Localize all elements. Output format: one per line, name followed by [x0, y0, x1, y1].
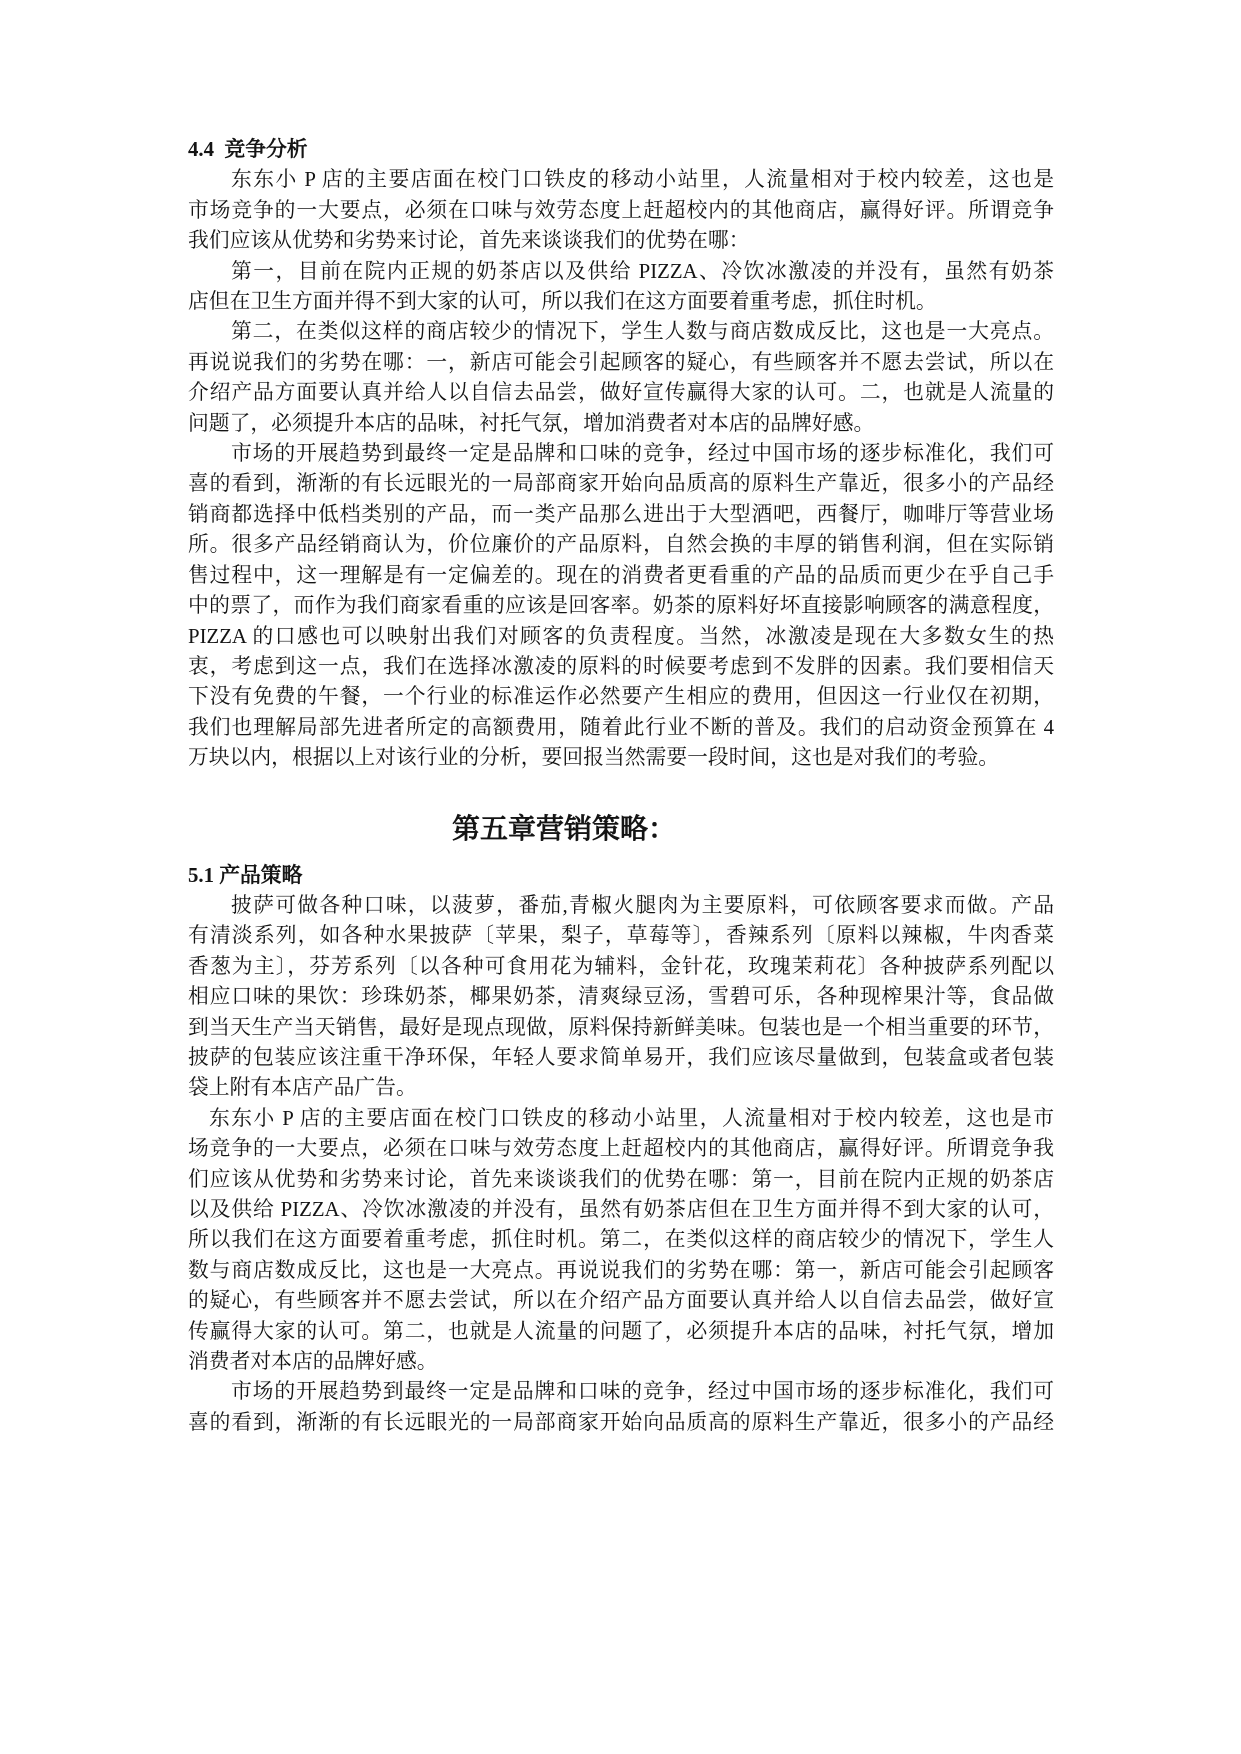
text-line: 相应口味的果饮：珍珠奶茶，椰果奶茶，清爽绿豆汤，雪碧可乐，各种现榨果汁等，食品做: [188, 985, 1054, 1009]
text-line: 第二，在类似这样的商店较少的情况下，学生人数与商店数成反比，这也是一大亮点。: [231, 320, 1054, 344]
text-line: 衷，考虑到这一点，我们在选择冰激凌的原料的时候要考虑到不发胖的因素。我们要相信天: [188, 654, 1054, 678]
text-line: 介绍产品方面要认真并给人以自信去品尝，做好宣传赢得大家的认可。二，也就是人流量的: [188, 381, 1054, 405]
text-line: 东东小 P 店的主要店面在校门口铁皮的移动小站里，人流量相对于校内较差，这也是: [231, 168, 1054, 192]
paragraph: [188, 1104, 1054, 1378]
text-line: PIZZA 的口感也可以映射出我们对顾客的负责程度。当然，冰激凌是现在大多数女生的热: [188, 624, 1054, 648]
text-line: 再说说我们的劣势在哪：一，新店可能会引起顾客的疑心，有些顾客并不愿去尝试，所以在: [188, 350, 1054, 374]
text-line: 数与商店数成反比，这也是一大亮点。再说说我们的劣势在哪：第一，新店可能会引起顾客: [188, 1258, 1054, 1282]
text-line: 到当天生产当天销售，最好是现点现做，原料保持新鲜美味。包装也是一个相当重要的环节，: [188, 1015, 1054, 1039]
text-line: 传赢得大家的认可。第二，也就是人流量的问题了，必须提升本店的品味，衬托气氛，增加: [188, 1319, 1054, 1343]
text-line: 的疑心，有些顾客并不愿去尝试，所以在介绍产品方面要认真并给人以自信去品尝，做好宣: [188, 1289, 1054, 1313]
paragraph: [188, 891, 1054, 1104]
text-line: 市场的开展趋势到最终一定是品牌和口味的竞争，经过中国市场的逐步标准化，我们可: [231, 1380, 1054, 1404]
text-line: 喜的看到，渐渐的有长远眼光的一局部商家开始向品质高的原料生产靠近，很多小的产品经: [188, 472, 1054, 496]
text-line: 售过程中，这一理解是有一定偏差的。现在的消费者更看重的产品的品质而更少在乎自己手: [188, 563, 1054, 587]
text-line: 所。很多产品经销商认为，价位廉价的产品原料，自然会换的丰厚的销售利润，但在实际销: [188, 533, 1054, 557]
text-line: 万块以内，根据以上对该行业的分析，要回报当然需要一段时间，这也是对我们的考验。: [188, 746, 1000, 770]
section-heading: 5.1 产品策略: [188, 863, 303, 887]
text-line: 中的票了，而作为我们商家看重的应该是回客率。奶茶的原料好坏直接影响顾客的满意程度，: [188, 594, 1054, 618]
paragraph: [188, 317, 1054, 439]
text-line: 披萨的包装应该注重干净环保，年轻人要求简单易开，我们应该尽量做到，包装盒或者包装: [188, 1045, 1054, 1069]
text-line: 们应该从优势和劣势来讨论，首先来谈谈我们的优势在哪：第一，目前在院内正规的奶茶店: [188, 1167, 1054, 1191]
text-line: 香葱为主〕，芬芳系列〔以各种可食用花为辅料，金针花，玫瑰茉莉花〕各种披萨系列配以: [188, 954, 1054, 978]
text-line: 我们也理解局部先进者所定的高额费用，随着此行业不断的普及。我们的启动资金预算在 4: [188, 715, 1054, 739]
paragraph: [188, 439, 1054, 773]
text-line: 以及供给 PIZZA、冷饮冰激凌的并没有，虽然有奶茶店但在卫生方面并得不到大家的认可，: [188, 1198, 1054, 1221]
text-line: 市场的开展趋势到最终一定是品牌和口味的竞争，经过中国市场的逐步标准化，我们可: [231, 442, 1054, 466]
text-line: 市场竞争的一大要点，必须在口味与效劳态度上赶超校内的其他商店，赢得好评。所谓竞争: [188, 198, 1054, 222]
text-line: 披萨可做各种口味，以菠萝，番茄,青椒火腿肉为主要原料，可依顾客要求而做。产品: [231, 893, 1054, 917]
paragraph: [188, 1377, 1054, 1438]
text-line: 场竞争的一大要点，必须在口味与效劳态度上赶超校内的其他商店，赢得好评。所谓竞争我: [188, 1137, 1054, 1161]
text-line: 第一，目前在院内正规的奶茶店以及供给 PIZZA、冷饮冰激凌的并没有，虽然有奶茶: [231, 259, 1054, 283]
text-line: 消费者对本店的品牌好感。: [188, 1350, 438, 1374]
text-line: 东东小 P 店的主要店面在校门口铁皮的移动小站里，人流量相对于校内较差，这也是市: [209, 1106, 1054, 1130]
text-line: 下没有免费的午餐，一个行业的标准运作必然要产生相应的费用，但因这一行业仅在初期，: [188, 685, 1054, 709]
document-body: [188, 135, 1054, 1438]
text-line: 销商都选择中低档类别的产品，而一类产品那么进出于大型酒吧，西餐厅，咖啡厅等营业场: [188, 502, 1054, 526]
text-line: 店但在卫生方面并得不到大家的认可，所以我们在这方面要着重考虑，抓住时机。: [188, 290, 937, 314]
text-line: 有清淡系列，如各种水果披萨〔苹果，梨子，草莓等〕，香辣系列〔原料以辣椒，牛肉香菜: [188, 924, 1054, 948]
text-line: 所以我们在这方面要着重考虑，抓住时机。第二，在类似这样的商店较少的情况下，学生人: [188, 1228, 1054, 1252]
text-line: 问题了，必须提升本店的品味，衬托气氛，增加消费者对本店的品牌好感。: [188, 411, 875, 435]
text-line: 袋上附有本店产品广告。: [188, 1076, 417, 1100]
paragraph: [188, 165, 1054, 256]
section-heading: 4.4 竞争分析: [188, 138, 308, 161]
text-line: 我们应该从优势和劣势来讨论，首先来谈谈我们的优势在哪：: [188, 229, 750, 253]
paragraph: [188, 257, 1054, 318]
text-line: 喜的看到，渐渐的有长远眼光的一局部商家开始向品质高的原料生产靠近，很多小的产品经: [188, 1410, 1054, 1434]
chapter-title: 第五章营销策略：: [452, 813, 677, 845]
